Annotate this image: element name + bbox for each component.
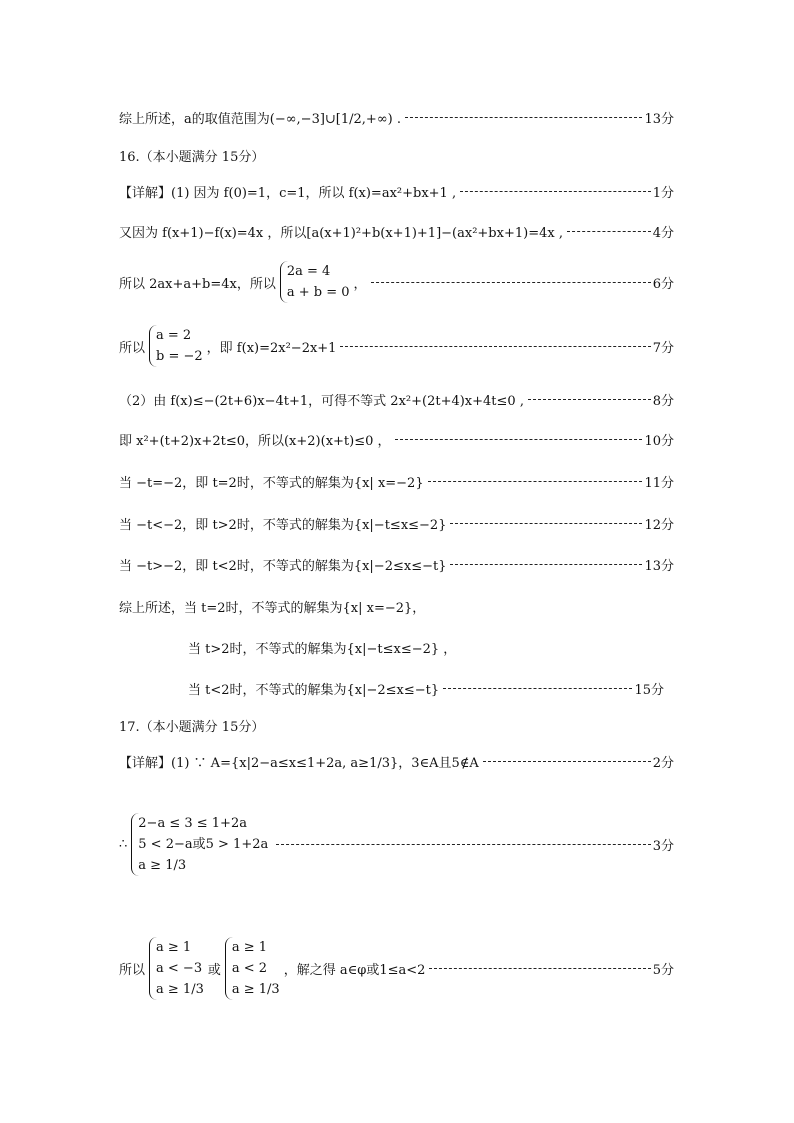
dash-leader — [429, 968, 650, 969]
solution-16-step-3 — [119, 258, 674, 306]
dash-leader — [395, 439, 643, 440]
solution-16-step-2 — [119, 220, 674, 242]
score-label: 5分 — [652, 962, 674, 978]
solution-17-step-1 — [119, 748, 674, 774]
line-text-after: ，即 f(x)=2x²−2x+1 — [206, 340, 337, 356]
score-label: 13分 — [644, 558, 674, 574]
system-row: a ≥ 1/3 — [231, 981, 280, 997]
or-word: 或 — [207, 962, 221, 978]
dash-leader — [428, 481, 643, 482]
line-text: 所以 2ax+a+b=4x，所以 — [119, 276, 276, 292]
inequality-system — [149, 937, 204, 1000]
dash-leader — [340, 346, 650, 347]
solution-17-step-3 — [119, 932, 674, 1004]
system-row: a = 2 — [156, 328, 192, 343]
solution-16-part-2 — [119, 388, 674, 410]
line-text-after: ，解之得 a∈φ或1≤a<2 — [283, 962, 426, 978]
solution-16-summary-2 — [188, 636, 664, 658]
system-row: 2a = 4 — [286, 264, 331, 279]
line-text: 【详解】(1) 因为 f(0)=1，c=1，所以 f(x)=ax²+bx+1 , — [119, 185, 457, 201]
solution-16-step-4 — [119, 322, 674, 370]
system-row: a ≥ 1 — [231, 939, 268, 955]
dash-leader — [405, 117, 642, 118]
system-row: a < 2 — [231, 960, 268, 976]
score-label: 8分 — [652, 393, 674, 409]
line-text: 当 −t>−2，即 t<2时，不等式的解集为{x|−2≤x≤−t} — [119, 558, 447, 574]
score-label: 3分 — [652, 838, 674, 854]
line-text: （2）由 f(x)≤−(2t+6)x−4t+1，可得不等式 2x²+(2t+4)x+4t≤0 , — [119, 393, 524, 409]
dash-leader — [276, 844, 650, 845]
solution-16-step-1 — [119, 180, 674, 202]
dash-leader — [371, 282, 651, 283]
solution-17-step-2 — [119, 808, 674, 880]
line-text: 综上所述，当 t=2时，不等式的解集为{x| x=−2}， — [119, 600, 426, 616]
problem-16-heading: 16.（本小题满分 15分） — [119, 150, 265, 165]
inequality-system-2 — [225, 937, 280, 1000]
solution-16-case-1 — [119, 470, 674, 492]
system-row: 2−a ≤ 3 ≤ 1+2a — [138, 815, 247, 831]
dash-leader — [567, 231, 651, 232]
equation-system — [149, 325, 203, 367]
equation-system — [280, 261, 350, 303]
dash-leader — [450, 564, 642, 565]
dash-leader — [450, 523, 642, 524]
therefore-symbol: ∴ — [119, 836, 128, 852]
dash-leader — [483, 761, 651, 762]
score-label: 6分 — [652, 276, 674, 292]
solution-16-factor — [119, 428, 674, 450]
system-row: a < −3 — [156, 960, 203, 976]
dash-leader — [460, 191, 651, 192]
line-text: 当 t<2时，不等式的解集为{x|−2≤x≤−t} — [188, 682, 440, 698]
score-label: 13分 — [644, 111, 674, 127]
score-label: 7分 — [652, 340, 674, 356]
score-label: 11分 — [644, 475, 674, 491]
line-text-after: ， — [353, 276, 367, 292]
score-label: 15分 — [634, 682, 664, 698]
line-text: 【详解】(1) ∵ A={x|2−a≤x≤1+2a, a≥1/3}，3∈A且5∉A — [119, 755, 479, 771]
score-label: 2分 — [652, 755, 674, 771]
system-row: a ≥ 1/3 — [138, 857, 187, 873]
problem-17-heading: 17.（本小题满分 15分） — [119, 720, 265, 735]
score-label: 1分 — [652, 185, 674, 201]
system-row: a ≥ 1 — [156, 939, 192, 955]
score-label: 12分 — [644, 517, 674, 533]
line-text: 即 x²+(t+2)x+2t≤0，所以(x+2)(x+t)≤0 ， — [119, 433, 391, 449]
line-text: 当 −t=−2，即 t=2时，不等式的解集为{x| x=−2} — [119, 475, 424, 491]
solution-16-case-2 — [119, 512, 674, 534]
line-text: 又因为 f(x+1)−f(x)=4x ，所以[a(x+1)²+b(x+1)+1]−(ax²+bx+1)=4x , — [119, 225, 563, 241]
dash-leader — [528, 399, 651, 400]
solution-16-case-3 — [119, 553, 674, 575]
solution-16-summary-3 — [188, 677, 664, 699]
system-row: b = −2 — [156, 349, 203, 364]
dash-leader — [443, 688, 632, 689]
system-row: a + b = 0 — [286, 285, 350, 300]
score-label: 10分 — [644, 433, 674, 449]
line-text: 综上所述，a的取值范围为(−∞,−3]∪[1/2,+∞) . — [119, 111, 401, 127]
conclusion-line-15 — [119, 104, 674, 130]
line-text: 所以 — [119, 340, 146, 356]
system-row: 5 < 2−a或5 > 1+2a — [138, 836, 269, 852]
system-row: a ≥ 1/3 — [156, 981, 204, 997]
solution-16-summary-1 — [119, 595, 674, 617]
line-text: 当 −t<−2，即 t>2时，不等式的解集为{x|−t≤x≤−2} — [119, 517, 447, 533]
inequality-system — [131, 813, 268, 876]
score-label: 4分 — [652, 225, 674, 241]
line-text: 当 t>2时，不等式的解集为{x|−t≤x≤−2} ， — [188, 641, 457, 657]
line-text: 所以 — [119, 962, 146, 978]
